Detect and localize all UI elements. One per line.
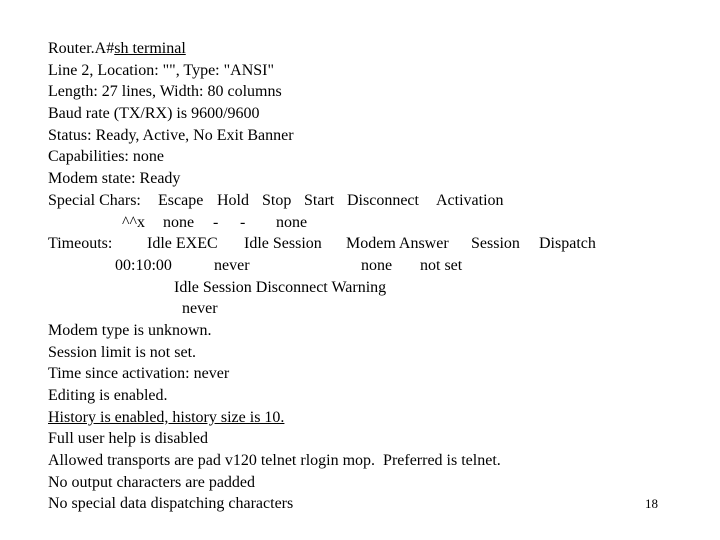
warning-value-row	[48, 298, 688, 320]
line-info: Line 2, Location: "", Type: "ANSI"	[48, 61, 275, 79]
special-chars-header: Activation	[436, 191, 504, 209]
timeouts-header: Dispatch	[539, 235, 596, 253]
warning-header: Idle Session Disconnect Warning	[174, 278, 387, 296]
special-chars-header-row	[48, 190, 688, 212]
timeouts-header: Modem Answer	[346, 235, 449, 253]
history-info: History is enabled, history size is 10.	[48, 408, 285, 426]
special-chars-label: Special Chars:	[48, 191, 141, 209]
timeouts-header: Idle EXEC	[147, 235, 218, 253]
session-limit-info: Session limit is not set.	[48, 343, 197, 361]
output-padding-info: No output characters are padded	[48, 473, 256, 491]
page-number: 18	[645, 496, 658, 511]
special-chars-value: -	[240, 213, 246, 231]
special-chars-header: Start	[304, 191, 335, 209]
special-chars-value: none	[276, 213, 308, 231]
timeouts-label: Timeouts:	[48, 235, 113, 253]
special-chars-value-row	[48, 212, 688, 234]
special-chars-value: none	[163, 213, 195, 231]
modem-state-info: Modem state: Ready	[48, 170, 181, 188]
special-chars-header: Hold	[217, 191, 249, 209]
capabilities-info: Capabilities: none	[48, 148, 164, 166]
special-chars-header: Stop	[262, 191, 292, 209]
activation-time-info: Time since activation: never	[48, 365, 230, 383]
timeouts-header-row	[48, 233, 688, 255]
command-line	[48, 38, 688, 60]
help-info: Full user help is disabled	[48, 430, 208, 448]
transports-info: Allowed transports are pad v120 telnet rlogin mop. Preferred is telnet.	[48, 452, 501, 470]
length-info: Length: 27 lines, Width: 80 columns	[48, 83, 282, 101]
timeouts-value: never	[214, 256, 250, 274]
special-chars-header: Escape	[158, 191, 204, 209]
timeouts-value: none	[361, 256, 393, 274]
timeouts-value: 00:10:00	[115, 256, 172, 274]
special-chars-header: Disconnect	[347, 191, 419, 209]
router-prompt: Router.A#	[48, 40, 115, 57]
warning-header-row	[48, 277, 688, 299]
terminal-output	[48, 38, 688, 515]
timeouts-header: Session	[471, 235, 520, 253]
dispatching-info: No special data dispatching characters	[48, 495, 294, 513]
timeouts-header: Idle Session	[244, 235, 322, 253]
timeouts-value-row	[48, 255, 688, 277]
timeouts-value: not set	[420, 256, 463, 274]
warning-value: never	[182, 300, 218, 318]
modem-type-info: Modem type is unknown.	[48, 321, 212, 339]
baud-info: Baud rate (TX/RX) is 9600/9600	[48, 105, 260, 123]
editing-info: Editing is enabled.	[48, 387, 168, 404]
special-chars-value: -	[213, 213, 219, 231]
router-command: sh terminal	[114, 40, 186, 57]
special-chars-value: ^^x	[122, 213, 146, 231]
status-info: Status: Ready, Active, No Exit Banner	[48, 126, 294, 144]
